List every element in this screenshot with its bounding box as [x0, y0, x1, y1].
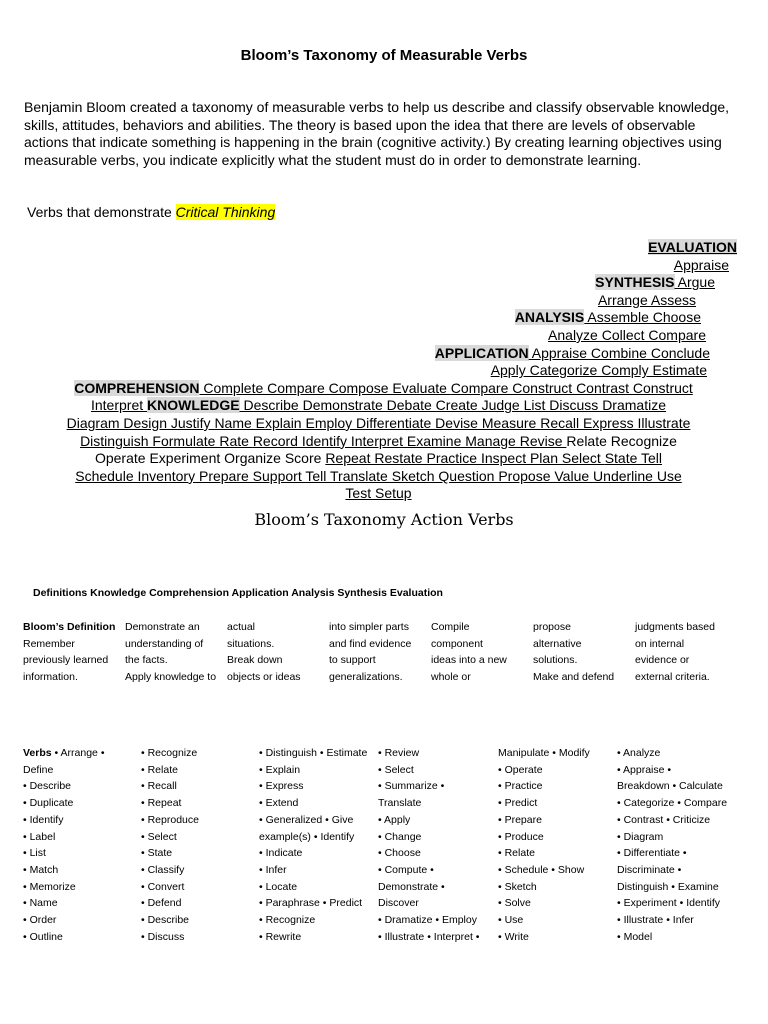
verb-item: • Predict: [498, 797, 538, 810]
verb-item: • Rewrite: [259, 930, 302, 943]
critical-thinking-prefix: Verbs that demonstrate: [27, 204, 176, 220]
verb-item: • Duplicate: [23, 797, 74, 810]
definition-column-1: [23, 619, 115, 686]
verbs-assemble-choose: Assemble Choose: [584, 309, 701, 326]
document-title: Bloom’s Taxonomy of Measurable Verbs: [240, 47, 528, 64]
verb-item: • Write: [498, 930, 529, 943]
definition-line: judgments based: [635, 621, 715, 633]
verb-item: • Select: [378, 763, 414, 776]
verb-item: • Appraise •: [617, 763, 672, 776]
verb-item: • Compute •: [378, 863, 434, 876]
verb-item: • Diagram: [617, 830, 664, 843]
definition-line: solutions.: [533, 654, 578, 667]
verb-item: Discover: [378, 897, 419, 910]
verb-item: • Label: [23, 830, 56, 843]
definitions-header: Definitions Knowledge Comprehension Application Analysis Synthesis Evaluation: [33, 587, 443, 599]
definition-line: actual: [227, 621, 256, 633]
definition-line: on internal: [635, 637, 685, 650]
verb-item: • Relate: [141, 763, 178, 776]
verb-item: Translate: [378, 797, 422, 810]
verb-item: • Indicate: [259, 847, 303, 860]
definition-line: whole or: [431, 671, 471, 684]
verb-item: Manipulate • Modify: [498, 747, 590, 759]
verb-item: • Choose: [378, 847, 421, 860]
verb-item: • Dramatize • Employ: [378, 914, 477, 927]
verb-item: • Name: [23, 897, 58, 910]
definition-line: and find evidence: [329, 637, 412, 650]
definition-line: Apply knowledge to: [125, 671, 217, 684]
verb-item: • Convert: [141, 880, 185, 893]
verb-item: • Recall: [141, 780, 177, 793]
verb-item: • Infer: [259, 863, 287, 876]
definition-line: Remember: [23, 637, 75, 650]
heading-synthesis: SYNTHESIS: [595, 274, 675, 291]
definition-line: the facts.: [125, 654, 168, 667]
verbs-apply-categorize: Apply Categorize Comply Estimate: [490, 362, 707, 379]
verb-item: • Apply: [378, 813, 411, 826]
definition-line: propose: [533, 621, 571, 633]
verb-item: • Prepare: [498, 813, 542, 826]
definition-label: Bloom’s Definition: [23, 621, 116, 633]
verb-item: • Differentiate •: [617, 847, 687, 860]
definition-column-6: [533, 619, 614, 686]
verb-item: • Schedule • Show: [498, 863, 585, 876]
verb-item: • Explain: [259, 763, 301, 776]
verbs-schedule-inventory: Schedule Inventory Prepare Support: [75, 467, 306, 484]
verb-item: • List: [23, 847, 46, 860]
verb-item: • Summarize •: [378, 780, 445, 793]
verb-item: • Order: [23, 914, 57, 927]
definition-line: generalizations.: [329, 671, 403, 684]
verb-item: Demonstrate •: [378, 880, 445, 893]
verb-item: • Locate: [259, 880, 298, 893]
definition-line: to support: [329, 654, 376, 667]
verb-item: Breakdown • Calculate: [617, 780, 723, 793]
verb-item: • Change: [378, 830, 422, 843]
verbs-list-discuss: List Discuss Dramatize: [523, 397, 666, 414]
verbs-diagram-design: Diagram Design Justify: [66, 414, 215, 431]
verb-item: • Defend: [141, 897, 182, 910]
heading-comprehension: COMPREHENSION: [74, 379, 200, 396]
definition-line: Compile: [431, 621, 470, 633]
critical-thinking-highlight: Critical Thinking: [175, 204, 276, 220]
definition-line: Break down: [227, 654, 283, 667]
verb-item: • Describe: [141, 914, 190, 927]
verb-item: • Produce: [498, 830, 544, 843]
definition-line: understanding of: [125, 637, 204, 650]
verbs-distinguish: Distinguish Formulate Rate: [80, 432, 253, 449]
intro-paragraph: Benjamin Bloom created a taxonomy of measurable verbs to help us describe and classify observable knowledge, skills, attitudes, behaviors and abilities. The theory is based upon the idea that there are levels of observable actions that indicate something is happening in the brain (cognitive activity.) By creating learning objectives using measurable verbs, you indicate explicitly what the student must do in order to demonstrate learning.: [24, 99, 730, 168]
verb-item: • Categorize • Compare: [617, 797, 728, 810]
verb-item: • Select: [141, 830, 177, 843]
verb-item: • Describe: [23, 780, 72, 793]
verb-item: • Experiment • Identify: [617, 897, 721, 910]
heading-analysis: ANALYSIS: [514, 309, 585, 326]
definition-line: external criteria.: [635, 671, 710, 684]
definition-line: component: [431, 637, 483, 650]
verbs-operate: Operate Experiment Organize Score: [94, 450, 326, 467]
verb-item: • Match: [23, 863, 59, 876]
verbs-appraise: Appraise: [673, 256, 729, 273]
verb-item: • Identify: [23, 813, 64, 826]
verb-item: Distinguish • Examine: [617, 880, 719, 893]
verb-item: • Practice: [498, 780, 543, 793]
verb-item: • Arrange •: [51, 747, 105, 759]
verbs-complete-compare: Complete Compare Compose Evaluate: [199, 379, 451, 396]
verbs-underline-use: Underline Use: [593, 467, 682, 484]
verbs-column-6: [617, 745, 727, 945]
definition-line: situations.: [227, 637, 275, 650]
verbs-column-1: [23, 745, 105, 945]
verb-item: • Illustrate • Infer: [617, 914, 694, 927]
heading-knowledge: KNOWLEDGE: [147, 397, 240, 414]
verb-item: • Classify: [141, 863, 185, 876]
verbs-argue: Argue: [674, 274, 715, 291]
verb-item: • Paraphrase • Predict: [259, 897, 363, 910]
verbs-relate-recognize: Relate Recognize: [566, 432, 677, 449]
definition-column-5: [431, 619, 507, 686]
verbs-describe-judge: Describe Demonstrate Debate Create Judge: [239, 397, 524, 414]
verb-item: • Recognize: [259, 914, 316, 927]
critical-thinking-line: [27, 204, 275, 220]
heading-evaluation: EVALUATION: [648, 239, 737, 255]
definition-column-2: [125, 619, 216, 686]
verb-item: • State: [141, 847, 173, 860]
verb-item: • Model: [617, 930, 653, 943]
verb-item: • Extend: [259, 797, 299, 810]
verbs-compare-construct: Compare Construct Contrast Construct: [450, 379, 693, 396]
verbs-record-identify: Record Identify Interpret Examine Manage Revise: [252, 432, 567, 449]
definition-column-4: [329, 619, 411, 686]
verb-item: • Contrast • Criticize: [617, 813, 711, 826]
definition-column-7: [635, 619, 715, 686]
verbs-tell-translate: Tell Translate Sketch Question Propose Value: [305, 467, 594, 484]
verb-item: • Generalized • Give: [259, 813, 354, 826]
verbs-interpret: Interpret: [90, 397, 148, 414]
verbs-analyze-collect: Analyze Collect Compare: [548, 326, 706, 343]
verbs-repeat-restate: Repeat Restate Practice Inspect Plan Select: [325, 450, 605, 467]
verb-item: • Analyze: [617, 747, 661, 759]
verb-item: example(s) • Identify: [259, 830, 355, 843]
heading-application: APPLICATION: [434, 344, 529, 361]
definition-column-3: [227, 619, 301, 686]
verbs-column-2: [141, 745, 199, 945]
verb-item: Define: [23, 763, 54, 776]
verb-item: Discriminate •: [617, 863, 682, 876]
verbs-column-4: [378, 745, 479, 945]
verb-item: • Memorize: [23, 880, 76, 893]
verbs-test-setup: Test Setup: [345, 485, 412, 502]
verb-item: • Recognize: [141, 747, 198, 759]
verb-item: • Discuss: [141, 930, 185, 943]
verb-item: • Illustrate • Interpret •: [378, 930, 480, 943]
verb-item: • Review: [378, 747, 420, 759]
definition-line: objects or ideas: [227, 671, 301, 684]
verbs-name-explain: Name Explain Employ Differentiate Devise Measure: [214, 414, 541, 431]
verbs-appraise-combine: Appraise Combine Conclude: [528, 344, 710, 361]
verb-item: • Sketch: [498, 880, 537, 893]
definition-line: previously learned: [23, 654, 109, 667]
verbs-label: Verbs: [23, 747, 52, 759]
definition-line: information.: [23, 671, 78, 684]
verbs-state-tell: State Tell: [604, 450, 663, 467]
verb-item: • Use: [498, 914, 524, 927]
verbs-column-5: [498, 745, 590, 945]
verbs-column-3: [259, 745, 367, 945]
definition-line: into simpler parts: [329, 621, 409, 633]
verb-item: • Express: [259, 780, 304, 793]
definition-line: evidence or: [635, 654, 690, 667]
definition-line: Demonstrate an: [125, 621, 200, 633]
verb-item: • Distinguish • Estimate: [259, 747, 368, 759]
verb-item: • Solve: [498, 897, 531, 910]
verb-item: • Reproduce: [141, 813, 199, 826]
verb-item: • Operate: [498, 763, 543, 776]
definition-line: Make and defend: [533, 671, 615, 684]
definition-line: ideas into a new: [431, 654, 507, 667]
verb-item: • Outline: [23, 930, 63, 943]
verbs-arrange-assess: Arrange Assess: [597, 291, 696, 308]
verb-item: • Relate: [498, 847, 535, 860]
verb-item: • Repeat: [141, 797, 182, 810]
taxonomy-staircase: [20, 239, 737, 503]
action-verbs-subtitle: Bloom’s Taxonomy Action Verbs: [254, 510, 514, 529]
definition-line: alternative: [533, 637, 582, 650]
verbs-recall-express: Recall Express Illustrate: [540, 414, 691, 431]
